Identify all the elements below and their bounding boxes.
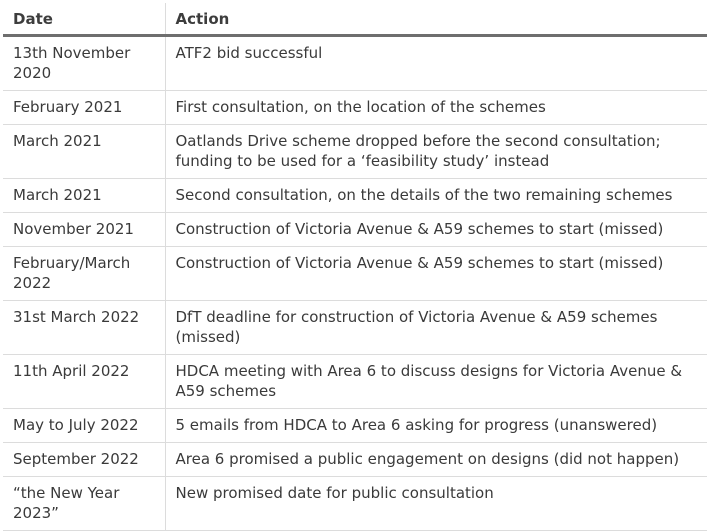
table-row: [3, 409, 707, 443]
table-row: [3, 91, 707, 125]
table-row: [3, 477, 707, 531]
action-cell: DfT deadline for construction of Victoria Avenue & A59 schemes (missed): [165, 301, 707, 355]
column-header-action: Action: [165, 3, 707, 36]
table-row: [3, 443, 707, 477]
action-cell: Construction of Victoria Avenue & A59 schemes to start (missed): [165, 213, 707, 247]
action-cell: Second consultation, on the details of the two remaining schemes: [165, 179, 707, 213]
action-cell: ATF2 bid successful: [165, 36, 707, 91]
date-cell: February 2021: [3, 91, 165, 125]
date-cell: March 2021: [3, 125, 165, 179]
table-row: [3, 125, 707, 179]
action-cell: HDCA meeting with Area 6 to discuss designs for Victoria Avenue & A59 schemes: [165, 355, 707, 409]
table-row: [3, 213, 707, 247]
action-cell: New promised date for public consultation: [165, 477, 707, 531]
table-row: [3, 36, 707, 91]
table-row: [3, 355, 707, 409]
table-body: [3, 36, 707, 531]
date-cell: 31st March 2022: [3, 301, 165, 355]
timeline-table: [3, 3, 707, 531]
date-cell: 13th November 2020: [3, 36, 165, 91]
action-cell: Oatlands Drive scheme dropped before the second consultation; funding to be used for a ‘feasibility study’ instead: [165, 125, 707, 179]
action-cell: First consultation, on the location of the schemes: [165, 91, 707, 125]
date-cell: November 2021: [3, 213, 165, 247]
header-row: [3, 3, 707, 36]
action-cell: 5 emails from HDCA to Area 6 asking for progress (unanswered): [165, 409, 707, 443]
date-cell: March 2021: [3, 179, 165, 213]
action-cell: Area 6 promised a public engagement on designs (did not happen): [165, 443, 707, 477]
table-row: [3, 247, 707, 301]
date-cell: September 2022: [3, 443, 165, 477]
table-row: [3, 301, 707, 355]
column-header-date: Date: [3, 3, 165, 36]
date-cell: February/March 2022: [3, 247, 165, 301]
date-cell: “the New Year 2023”: [3, 477, 165, 531]
table-row: [3, 179, 707, 213]
action-cell: Construction of Victoria Avenue & A59 schemes to start (missed): [165, 247, 707, 301]
date-cell: 11th April 2022: [3, 355, 165, 409]
date-cell: May to July 2022: [3, 409, 165, 443]
